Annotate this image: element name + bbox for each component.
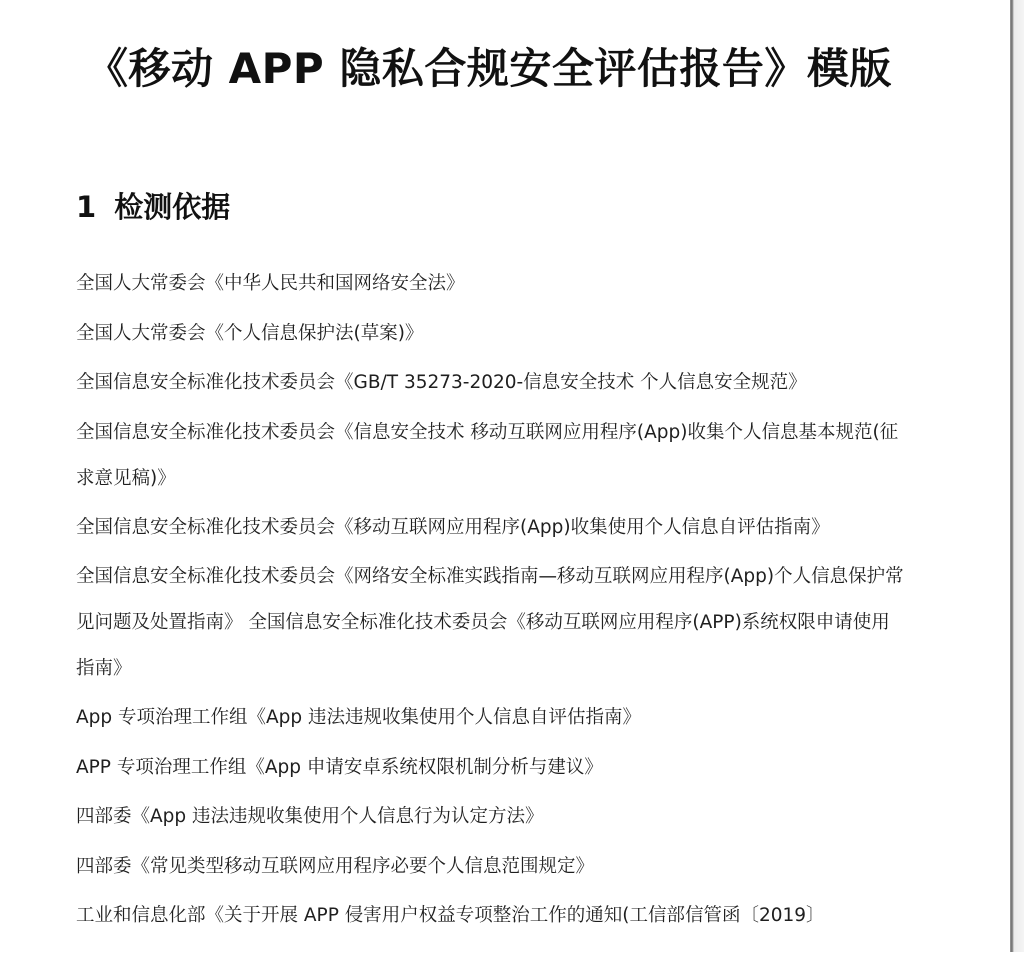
- reference-list: [76, 272, 906, 954]
- reference-item: App 专项治理工作组《App 违法违规收集使用个人信息自评估指南》: [76, 707, 642, 728]
- reference-item: 四部委《App 违法违规收集使用个人信息行为认定方法》: [76, 806, 544, 827]
- section-title: 检测依据: [114, 190, 231, 224]
- section-number: 1: [76, 190, 97, 224]
- reference-item: 全国信息安全标准化技术委员会《信息安全技术 移动互联网应用程序(App)收集个人信息基本规范(征求意见稿)》: [76, 421, 899, 489]
- section-heading: [76, 184, 230, 230]
- reference-item: 全国人大常委会《中华人民共和国网络安全法》: [76, 273, 465, 294]
- reference-item: 全国人大常委会《个人信息保护法(草案)》: [76, 322, 424, 344]
- reference-item: 工业和信息化部《关于开展 APP 侵害用户权益专项整治工作的通知(工信部信管函〔2019〕: [76, 905, 825, 926]
- document-title: 《移动 APP 隐私合规安全评估报告》模版: [86, 44, 892, 93]
- reference-item: 全国信息安全标准化技术委员会《GB/T 35273-2020-信息安全技术 个人信息安全规范》: [76, 372, 807, 393]
- reference-item: APP 专项治理工作组《App 申请安卓系统权限机制分析与建议》: [76, 756, 603, 778]
- page-edge-shadow: [1010, 0, 1024, 952]
- reference-item: 四部委《常见类型移动互联网应用程序必要个人信息范围规定》: [76, 855, 595, 877]
- reference-item: 全国信息安全标准化技术委员会《移动互联网应用程序(App)收集使用个人信息自评估指南》: [76, 516, 830, 538]
- reference-item: 全国信息安全标准化技术委员会《网络安全标准实践指南—移动互联网应用程序(App)个人信息保护常见问题及处置指南》 全国信息安全标准化技术委员会《移动互联网应用程序(APP)系统权限申请使用指南》: [76, 566, 904, 679]
